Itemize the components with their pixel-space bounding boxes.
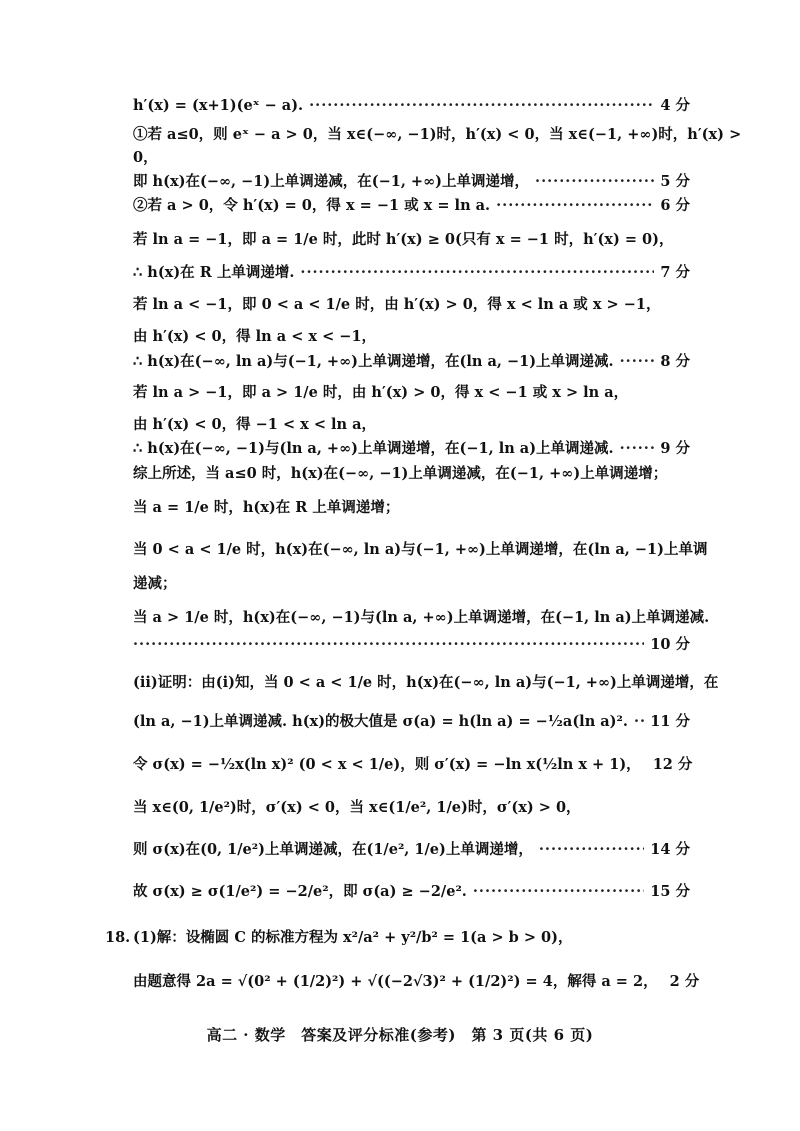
solution-line: ∴ h(x)在(−∞, ln a)与(−1, +∞)上单调递增，在(ln a, −1)上单调递减. ····· 8 分 [133,352,690,372]
solution-line: ①若 a≤0，则 eˣ − a > 0，当 x∈(−∞, −1)时，h′(x) < 0，当 x∈(−1, +∞)时，h′(x) > [133,126,742,143]
leader-dots [620,439,655,459]
solution-line: 即 h(x)在(−∞, −1)上单调递减，在(−1, +∞)上单调递增， ····· 5 分 [133,172,690,192]
solution-line: 则 σ(x)在(0, 1/e²)上单调递减，在(1/e², 1/e)上单调递增， ····· 14 分 [133,840,690,860]
score-points: 14 分 [650,841,690,858]
leader-dots [300,263,654,283]
solution-line: 由 h′(x) < 0，得 ln a < x < −1， [133,328,377,345]
leader-dots [133,635,644,655]
solution-line: 由 h′(x) < 0，得 −1 < x < ln a， [133,416,377,433]
leader-dots [539,840,644,860]
leader-dots [620,352,655,372]
solution-line: 故 σ(x) ≥ σ(1/e²) = −2/e²，即 σ(a) ≥ −2/e². ····· 15 分 [133,882,690,902]
page-footer: 高二 · 数学 答案及评分标准(参考) 第 3 页(共 6 页) [206,1026,594,1044]
score-points: 5 分 [660,173,690,190]
solution-line: (ii)证明：由(i)知，当 0 < a < 1/e 时，h(x)在(−∞, ln a)与(−1, +∞)上单调递增，在 [133,674,719,691]
leader-dots [473,882,644,902]
solution-line: 0， [133,149,158,166]
solution-line: 当 a > 1/e 时，h(x)在(−∞, −1)与(ln a, +∞)上单调递增，在(−1, ln a)上单调递减. [133,609,710,626]
score-points: 9 分 [660,440,690,457]
solution-line: 若 ln a = −1，即 a = 1/e 时，此时 h′(x) ≥ 0(只有 x = −1 时，h′(x) = 0)， [133,231,674,248]
leader-dots [634,712,644,732]
score-points: 6 分 [660,197,690,214]
score-points: 8 分 [660,353,690,370]
score-points: 7 分 [660,264,690,281]
solution-line: 当 0 < a < 1/e 时，h(x)在(−∞, ln a)与(−1, +∞)上单调递增，在(ln a, −1)上单调 [133,541,708,558]
solution-line: ∴ h(x)在 R 上单调递增. ····· 7 分 [133,263,690,283]
solution-line: (ln a, −1)上单调递减. h(x)的极大值是 σ(a) = h(ln a) = −½a(ln a)². ····· 11 分 [133,712,690,732]
solution-line: 若 ln a < −1，即 0 < a < 1/e 时，由 h′(x) > 0，得 x < ln a 或 x > −1， [133,296,661,313]
solution-line: 令 σ(x) = −½x(ln x)² (0 < x < 1/e)，则 σ′(x) = −ln x(½ln x + 1)， 12 分 [133,756,693,773]
score-points: 11 分 [650,713,690,730]
solution-line: 当 a = 1/e 时，h(x)在 R 上单调递增； [133,499,400,516]
solution-line: 若 ln a > −1，即 a > 1/e 时，由 h′(x) > 0，得 x < −1 或 x > ln a， [133,384,629,401]
solution-line: 综上所述，当 a≤0 时，h(x)在(−∞, −1)上单调递减，在(−1, +∞)上单调递增； [133,465,668,482]
leader-dots [535,172,654,192]
score-points: 2 分 [669,973,700,990]
solution-line: (1)解：设椭圆 C 的标准方程为 x²/a² + y²/b² = 1(a > b > 0)， [133,929,573,946]
score-points: 12 分 [652,756,693,773]
solution-line: 由题意得 2a = √(0² + (1/2)²) + √((−2√3)² + (1/2)²) = 4，解得 a = 2， 2 分 [133,973,700,990]
score-points: 10 分 [650,636,690,653]
solution-line: ∴ h(x)在(−∞, −1)与(ln a, +∞)上单调递增，在(−1, ln a)上单调递减. ····· 9 分 [133,439,690,459]
score-points: 4 分 [660,97,690,114]
score-points: 15 分 [650,883,690,900]
leader-dots [309,96,654,116]
solution-line: ②若 a > 0，令 h′(x) = 0，得 x = −1 或 x = ln a. ····· 6 分 [133,196,690,216]
question-number: 18. [105,929,131,946]
solution-line: h′(x) = (x+1)(eˣ − a). ····· 4 分 [133,96,690,116]
solution-line: 递减； [133,575,177,592]
leader-dots [496,196,654,216]
solution-line [133,635,690,655]
solution-line: 当 x∈(0, 1/e²)时，σ′(x) < 0，当 x∈(1/e², 1/e)时，σ′(x) > 0， [133,799,581,816]
